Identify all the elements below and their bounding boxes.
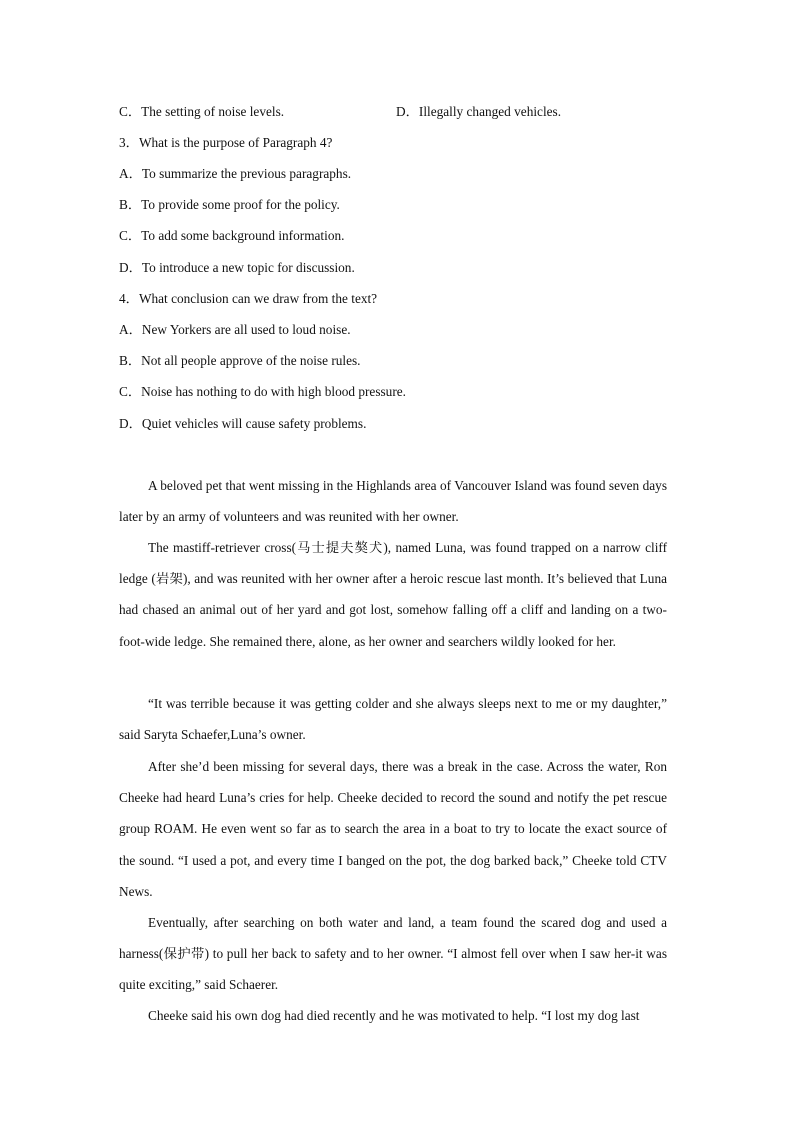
passage-paragraph-6: Cheeke said his own dog had died recently and he was motivated to help. “I lost my dog last bbox=[148, 1008, 640, 1023]
q4-stem: 4．What conclusion can we draw from the text? bbox=[119, 291, 378, 306]
passage-paragraph-2: The mastiff-retriever cross(马士提夫獒犬), named Luna, was found trapped on a narrow cliff ledge (岩架), and was reunited with her owner after a heroic rescue last month. It’s believed that Luna had chased an animal out of her yard and got lost, somehow falling off a cliff and landing on a two-foot-wide ledge. She remained there, alone, as her owner and searchers wildly looked for her. bbox=[119, 540, 667, 649]
q2-option-c: C．The setting of noise levels. bbox=[119, 104, 285, 119]
passage-paragraph-4: After she’d been missing for several days, there was a break in the case. Across the water, Ron Cheeke had heard Luna’s cries for help. Cheeke decided to record the sound and notify the pet rescue group ROAM. He even went so far as to search the area in a boat to try to locate the exact source of the sound. “I used a pot, and every time I banged on the pot, the dog barked back,” Cheeke told CTV News. bbox=[119, 759, 667, 899]
q3-option-a: A．To summarize the previous paragraphs. bbox=[119, 166, 352, 181]
q4-option-c: C．Noise has nothing to do with high blood pressure. bbox=[119, 384, 406, 399]
q3-option-d: D．To introduce a new topic for discussion. bbox=[119, 260, 355, 275]
q4-option-a: A．New Yorkers are all used to loud noise. bbox=[119, 322, 351, 337]
q3-option-c: C．To add some background information. bbox=[119, 228, 345, 243]
passage-paragraph-3: “It was terrible because it was getting colder and she always sleeps next to me or my daughter,” said Saryta Schaefer,Luna’s owner. bbox=[119, 696, 667, 743]
q4-option-d: D．Quiet vehicles will cause safety problems. bbox=[119, 416, 367, 431]
q3-stem: 3．What is the purpose of Paragraph 4? bbox=[119, 135, 333, 150]
q3-option-b: B．To provide some proof for the policy. bbox=[119, 197, 340, 212]
q4-option-b: B．Not all people approve of the noise rules. bbox=[119, 353, 361, 368]
q2-option-d: D．Illegally changed vehicles. bbox=[396, 104, 562, 119]
passage-paragraph-5: Eventually, after searching on both water and land, a team found the scared dog and used a harness(保护带) to pull her back to safety and to her owner. “I almost fell over when I saw her-it was quite exciting,” said Schaerer. bbox=[119, 915, 667, 993]
passage-paragraph-1: A beloved pet that went missing in the Highlands area of Vancouver Island was found seven days later by an army of volunteers and was reunited with her owner. bbox=[119, 478, 667, 525]
